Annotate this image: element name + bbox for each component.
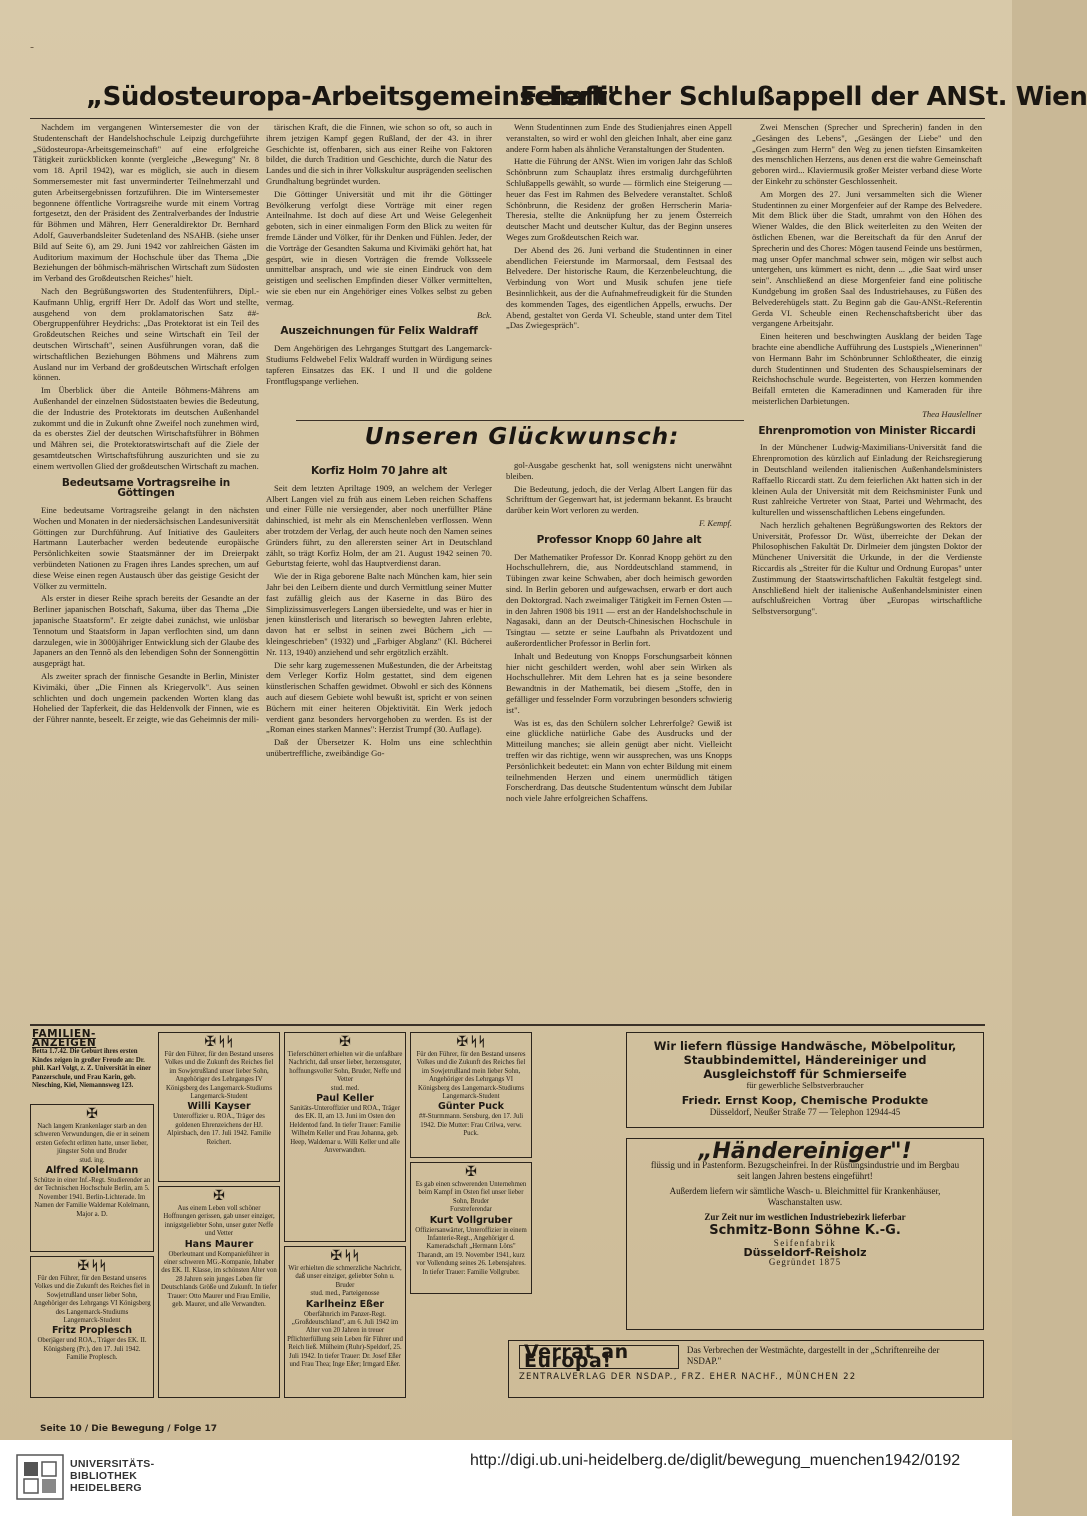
obituary-intro: Wir erhielten die schmerzliche Nachricht, daß unser einziger, geliebter Sohn u. Bruder — [288, 1265, 402, 1289]
obituary-text: ##-Sturmmann. Sensburg, den 17. Juli 1942. Die Mutter: Frau Crilwa, verw. Puck. — [418, 1113, 524, 1138]
library-name — [70, 1458, 154, 1494]
paragraph: Wie der in Riga geborene Balte nach München kam, hier sein Jahr bei den Leibern diente und durch Vermittlung seiner Mutter fast zufällig gleich aus der Kaserne in das Büro des Simplizissimusverlegers Langen übersiedelte, und was er hier in jenen künstlerisch und literarisch so bewegten Jahren erlebte, davon hat er selbst in seinen zwei Büchern „ich — kleingeschrieben" (1932) und „Farbiger Abglanz" (Kl. Bücherei Nr. 113, 1940) anziehend und sehr ergötzlich erzählt. — [266, 571, 492, 657]
rune-icon: ᛋᛋ — [218, 1035, 234, 1050]
obituary-title: Langemarck-Student — [190, 1093, 248, 1101]
handwritten-mark: - — [30, 40, 35, 54]
iron-cross-icon: ✠ — [330, 1249, 343, 1264]
obituary-title: Langemarck-Student — [63, 1317, 121, 1325]
paragraph: Der Abend des 26. Juni verband die Studentinnen in einer abendlichen Feierstunde im Marmorsaal, dem Festsaal des Belvedere. Der historische Raum, die Kerzenbeleuchtung, die Verbindung von Wort und Musik schufen jene tiefe Besinnlichkeit, aus der die Aufnahmefreudigkeit für die Stunden des kommenden Tages, des eigentlichen Appells, erwuchs. Der Abend, gestaltet von Gerda VI. Scheuble, stand unter dem Titel „Das Zwiegespräch". — [506, 244, 732, 331]
obituary-text: Unteroffizier u. ROA., Träger des goldenen Ehrenzeichens der HJ. Alpirsbach, den 17. Juli 1942. Familie Reichert. — [166, 1113, 272, 1146]
ad-haendereiniger — [626, 1138, 984, 1330]
rune-icon: ᛋᛋ — [91, 1259, 107, 1274]
obituary-name: Günter Puck — [438, 1101, 504, 1113]
signature: F. Kempf. — [698, 517, 732, 528]
paragraph: Die sehr karg zugemessenen Mußestunden, die der Arbeitstag dem Verleger Korfiz Holm gestattet, sind dem eigenen künstlerischen Schaffen gewidmet. Obwohl er sich des Könnens auch auf diesem Gebiete wohl bewußt ist, spricht er von seinen Büchern mit einer heiteren Objektivität. Ein Werk jedoch verdient ganz besonders hervorgehoben zu werden. Es ist der „Roman eines starken Mannes": Herzist Trumpf (30. Auflage). — [266, 659, 492, 735]
rune-icon: ᛋᛋ — [344, 1249, 360, 1264]
obituary-name: Hans Maurer — [184, 1238, 254, 1250]
ad-verrat — [508, 1340, 984, 1398]
library-name-line3: HEIDELBERG — [70, 1482, 142, 1494]
obituary-name: Paul Keller — [316, 1093, 374, 1105]
iron-cross-icon: ✠ — [213, 1189, 225, 1204]
headline-rule — [30, 118, 985, 119]
advertisements — [30, 1028, 986, 1420]
obituary-esser — [284, 1246, 406, 1398]
obituary-text: Sanitäts-Unteroffizier und ROA., Träger des EK. II, am 13. Juni im Osten den Heldentod fand. In tiefer Trauer: Familie Wilhelm Keller und Frau Johanna, geb. Heep, Waldemar u. Willi Keller und alle Anverwandten. — [289, 1105, 401, 1155]
obituary-intro: Für den Führer, für den Bestand unseres Volkes und die Zukunft des Reiches fiel in Sowjetrußland unser lieber Sohn, Angehöriger des Lehrgangs VI Königsberg des Langemarck-Studiums — [33, 1275, 151, 1316]
iron-cross-icon: ✠ — [204, 1035, 217, 1050]
paragraph: Einen heiteren und beschwingten Ausklang der beiden Tage brachte eine abendliche Aufführung des Lustspiels „Wienerinnen" von Hermann Bahr im Schönbrunner Schloßtheater, die einzig durch Studentinnen und Studenten des Schauspielseminars der Reichshochschule wurde. Begeisterten, von Herzen kommenden Beifall ernteten die Kameradinnen und Kameraden für ihre meisterlichen Darbietungen. — [752, 331, 982, 406]
ad-koop-city: Düsseldorf, Neußer Straße 77 — Telephon 12944-45 — [709, 1107, 901, 1118]
paragraph: Eine bedeutsame Vortragsreihe gelangt in den nächsten Wochen und Monaten in der niedersächsischen Landesuniversität Göttingen zur Durchführung. Auf Initiative des Gauleiters Hartmann Lauterbacher werden bedeutende europäische Persönlichkeiten sowie Staatsmänner der im Dreierpakt verbündeten Nationen zu Fragen ihres Landes sprechen, um auf diese Weise einen regen Austausch über das geistige Gesicht der Völker zu vermitteln. — [33, 505, 259, 591]
ad-koop-line1: Wir liefern flüssige Handwäsche, Möbelpolitur, — [653, 1039, 957, 1053]
library-name-line2: BIBLIOTHEK — [70, 1470, 138, 1482]
iron-cross-icon: ✠ — [456, 1035, 469, 1050]
paragraph: Die Göttinger Universität und mit ihr die Göttinger Bevölkerung verfolgt diese Vorträge mit einer regen Anteilnahme. Ist doch auf diese Art und Weise Gelegenheit geboten, sich in einer einmaligen Form den Blick zu weiten für fremde Länder und Völker, für ihr Denken und Fühlen. Jeder, der die Vorträge der Gesandten Sakuma und Kivimäki gehört hat, hat gespürt, wie in diesen Vorträgen die fremde Volksseele unmittelbar ansprach, und wie sie einen Eindruck von dem geistigen und seelischen Empfinden dieser Völker vermittelten, wie sie eben nur ein Angehöriger eines Volkes selbst zu geben vermag. — [266, 188, 492, 307]
paragraph: Inhalt und Bedeutung von Knopps Forschungsarbeit können hier nicht geschildert werden, wohl aber sein Wirken als Hochschullehrer. Mit dem Lehren hat es ja seine besondere Bewandtnis in der Mathematik, bei diesem „Stoffe, den in gefälliger und fesselnder Form vorzubringen besonders schwierig ist". — [506, 650, 732, 715]
obituary-intro: Nach langem Krankenlager starb an den schweren Verwundungen, die er in seinem ersten Gefecht erlitten hatte, unser lieber, jüngster Sohn und Bruder — [34, 1123, 150, 1156]
paragraph: Am Morgen des 27. Juni versammelten sich die Wiener Studentinnen zu einer Morgenfeier auf der Rampe des Belvedere. Mit dem Blick über die Stadt, umrahmt von den Höhen des Wiener Waldes, die den Blick weiterleiten zu den Weiten der östlichen Ebenen, war die Bereitschaft da für den Anruf der Sprecherin und des Chores: Mögen tausend Feinde uns bestürmen, mag unser Opfer manchmal schwer sein, mögen wir selbst auch untergehen, uns kümmert es nicht, denn ... „die Saat wird unser sein". Anschließend an diese Morgenfeier fand eine politische Kundgebung im großen Saal des Industriehauses, zu Füßen des Belvederehügels statt. Zu Beginn gab die Gau-ANSt.-Referentin Gerda VI. Scheuble einen Rechenschaftsbericht über das vergangene Arbeitsjahr. — [752, 188, 982, 329]
obituary-title: Langemarck-Student — [442, 1093, 500, 1101]
ads-rule — [30, 1024, 985, 1026]
obituary-keller — [284, 1032, 406, 1242]
paragraph: Zwei Menschen (Sprecher und Sprecherin) fanden in den „Gesängen des Lebens", „Gesängen der Liebe" und den „Gesängen zum Herrn" den Weg zu jenen tiefsten Einsamkeiten des menschlichen Herzens, aus denen erst die wahre Gemeinschaft geboren wird... Klaviermusik großer Meister verband diese Worte der Einkehr zu schönster Geschlossenheit. — [752, 122, 982, 186]
obituary-kolelmann — [30, 1104, 154, 1252]
headline-schlussappell: Feierlicher Schlußappell der ANSt. Wien — [520, 82, 1087, 112]
paragraph: Nach den Begrüßungsworten des Studentenführers, Dipl.-Kaufmann Uhlig, ergriff Herr Dr. Adolf das Wort und stellte, ausgehend von dem proklamatorischen Satz ##-Obergruppenführer Heydrichs: „Das Protektorat ist ein Teil des Großdeutschen Reiches und seine Wirtschaft ein Teil der deutschen Wirtschaft", seinen Ausführungen voran, daß die wirtschaftlichen Beziehungen Böhmens und Mährens zum Ausland nur im Verband der großdeutschen Wirtschaft erfolgen können. — [33, 285, 259, 383]
source-url-link[interactable]: http://digi.ub.uni-heidelberg.de/diglit/bewegung_muenchen1942/0192 — [470, 1452, 961, 1469]
obituary-intro: Aus einem Leben voll schöner Hoffnungen gerissen, gab unser einziger, innigstgeliebter Sohn, unser guter Neffe und Vetter — [163, 1205, 275, 1238]
paragraph: Dem Angehörigen des Lehrganges Stuttgart des Langemarck-Studiums Feldwebel Felix Waldraff wurden in Würdigung seines tapferen Einsatzes das EK. I und II und die goldene Frontflugspange verliehen. — [266, 343, 492, 386]
ad-verrat-title: Verrat an Europa! — [519, 1345, 679, 1369]
signature: Bck. — [476, 309, 492, 320]
ad-haendereiniger-sub: Seifenfabrik — [773, 1238, 837, 1249]
obituary-title: stud. med., Parteigenosse — [310, 1290, 380, 1298]
iron-cross-icon: ✠ — [465, 1165, 477, 1180]
section-heading: Bedeutsame Vortragsreihe in Göttingen — [61, 476, 231, 500]
signature: Thea Hauslellner — [922, 408, 982, 419]
obituary-name: Willi Kayser — [187, 1101, 251, 1113]
obituary-kayser — [158, 1032, 280, 1182]
section-heading: Ehrenpromotion von Minister Riccardi — [758, 424, 976, 437]
obituary-proplesch — [30, 1256, 154, 1398]
congrats-col-1 — [266, 460, 492, 1020]
article-col-3 — [506, 122, 732, 418]
obituary-text: Oberfähnrich im Panzer-Regt. „Großdeutschland", am 6. Juli 1942 im Alter von 20 Jahren in treuer Pflichterfüllung sein Leben für Führer und Reich ließ. Mülheim (Ruhr)-Speldorf, 25. Juli 1942. In tiefer Trauer: Dr. Josef Eßer und Frau Thea; Inge Eßer; Irmgard Eßer. — [287, 1310, 403, 1369]
obituary-name: Karlheinz Eßer — [305, 1298, 385, 1310]
iron-cross-icon: ✠ — [339, 1035, 351, 1050]
obituary-text: Schütze in einer Inf.-Regt. Studierender an der Technischen Hochschule Berlin, am 5. November 1941. Berlin-Lichterade. Im Namen der Familie Waldemar Kolelmann, Major a. D. — [33, 1177, 151, 1218]
family-ads-header — [30, 1028, 154, 1100]
obituary-maurer — [158, 1186, 280, 1398]
obituary-name: Fritz Proplesch — [52, 1325, 132, 1337]
paragraph: Nachdem im vergangenen Wintersemester die von der Studentenschaft der Handelshochschule Leipzig durchgeführte „Südosteuropa-Arbeitsgemeinschaft" auf eine erfolgreiche Tätigkeit zurückblicken konnte (vergleiche „Bewegung" Nr. 8 vom 18. April 1942), war es möglich, sie auch in diesem Sommersemester mit fast unverminderter Teilnehmerzahl und guten Arbeitsergebnissen fortzuführen. Die im Wintersemester begonnene öffentliche Vortragsreihe wurde mit einem Vortrag fortgesetzt, den der Präsident des Zentralverbandes der Industrie für Böhmen und Mähren, Herr Generaldirektor Dr. Bernhard Adolf, Gauverbandsleiter Sudetenland des NSAHB. (siehe unser Bild auf Seite 6), am 29. Juni 1942 vor zahlreichen Gästen im Auditorium maximum der Hochschule über das Thema „Die Beziehungen der böhmisch-mährischen Wirtschaft zum Südosten im Verband des Großdeutschen Reiches" hielt. — [33, 122, 259, 284]
section-heading: Professor Knopp 60 Jahre alt — [536, 533, 702, 546]
ad-koop-line2: Staubbindemittel, Händereiniger und — [683, 1053, 927, 1067]
paragraph: gol-Ausgabe geschenkt hat, soll wenigstens nicht unerwähnt bleiben. — [506, 460, 732, 481]
article-col-1 — [33, 122, 259, 1020]
obituary-title: stud. med. — [330, 1084, 360, 1092]
congrats-heading: Unseren Glückwunsch: — [364, 424, 680, 450]
paragraph: tärischen Kraft, die die Finnen, wie schon so oft, so auch in ihrem jetzigen Kampf gegen Rußland, der der 43. in ihrer Geschichte ist, offenbaren, sich aus einer Reihe von Faktoren bildet, die durch Tradition und Geschichte, durch die Natur des Landes und die sich in ihrer Volkskultur ausprägenden seelischen Grundhaltung begründet wurden. — [266, 122, 492, 186]
rune-icon: ᛋᛋ — [470, 1035, 486, 1050]
ad-haendereiniger-city: Düsseldorf-Reisholz — [743, 1246, 867, 1260]
ad-haendereiniger-founded: Gegründet 1875 — [768, 1256, 842, 1267]
section-heading: Korfiz Holm 70 Jahre alt — [310, 465, 448, 477]
obituary-title: Forstreferendar — [450, 1206, 492, 1214]
paragraph: Als erster in dieser Reihe sprach bereits der Gesandte an der Berliner japanischen Botschaft, Sakuma, über das Thema „Die japanische Staatsform". Er zeigte dabei zunächst, wie unlösbar Tennotum und Staatsform in Japan verflochten sind, um dann darzulegen, wie in 3000jähriger Entwicklung sich der Glaube des Japaners an den Tennō als den lebendigen Sohn der Sonnengöttin ausgeprägt hat. — [33, 593, 259, 669]
paragraph: In der Münchener Ludwig-Maximilians-Universität fand die Ehrenpromotion des kürzlich auf Einladung der Reichsregierung in Deutschland weilenden italienischen Außenhandelsministers Raffaello Riccardi statt. Zu dem feierlichen Akt hatten sich in der kleinen Aula der Universität mit dem Reichsminister Funk und Rust zahlreiche Vertreter von Staat, Partei und Wehrmacht, des kulturellen und wissenschaftlichen Lebens eingefunden. — [752, 442, 982, 518]
obituary-text: Offiziersanwärter, Unteroffizier in einem Infanterie-Regt., Angehöriger d. Kameradschaft „Hermann Löns" Tharandt, am 19. November 1941, kurz vor Vollendung seines 26. Lebensjahres. In tiefer Trauer: Familie Vollgruber. — [415, 1226, 527, 1276]
ad-haendereiniger-line3: Zur Zeit nur im westlichen Industriebezirk lieferbar — [704, 1212, 906, 1223]
obituary-title: stud. ing. — [79, 1156, 105, 1164]
iron-cross-icon: ✠ — [86, 1107, 98, 1122]
birth-announcement: Betta 1.7.42. Die Geburt ihres ersten Kindes zeigen in großer Freude an: Dr. phil. Karl Volgt, z. Z. Universität in einer Panzerschule, und Frau Karin, geb. Niesching, Kiel, Niemannsweg 123. — [32, 1048, 152, 1090]
ad-verrat-text: Das Verbrechen der Westmächte, dargestellt in der „Schriftenreihe der NSDAP." — [686, 1345, 940, 1366]
ad-koop-line3: Ausgleichstoff für Schmierseife — [703, 1067, 907, 1081]
obituary-text: Oberjäger und ROA., Träger des EK. II. Königsberg (Pr.), den 17. Juli 1942. Familie Proplesch. — [37, 1337, 147, 1362]
paragraph: Hatte die Führung der ANSt. Wien im vorigen Jahr das Schloß Schönbrunn zum Schauplatz ihres erstmalig durchgeführten Schlußappells gewählt, so wurde — förmlich eine Steigerung — heuer das Fest im Rahmen des Belvedere veranstaltet. Schloß Schönbrunn, die Residenz der großen Herrscherin Maria-Theresia, stellte die Anknüpfung her zu jenem Österreich deutscher Macht und deutscher Kultur, das der Beginn unseres Weges zum Großdeutschen Reich war. — [506, 156, 732, 242]
paragraph: Als zweiter sprach der finnische Gesandte in Berlin, Minister Kivimäki, über „Die Finnen als Kriegervolk". Aus seinen schlichten und doch ungemein packenden Worten klang das Hohelied der Tapferkeit, die das Heldenvolk der Finnen, wie es der Führer nannte, beseelt. Er zeigte, wie das Geheimnis der mili- — [33, 671, 259, 725]
paragraph: Was ist es, das den Schülern solcher Lehrerfolge? Gewiß ist eine glückliche natürliche Gabe des Ausdrucks und der Mitteilung manches; sie allein genügt aber nicht. Vielleicht treffen wir das richtige, wenn wir aussprechen, was uns Knopps Persönlichkeit bedeutet: ein Mann von echter Bildung mit einem teilnehmenden Herzen und einem unermüdlich tätigen Forscherdrang. Das deutsche Studententum wünscht dem Jubilar noch viele Jahre erfolgreichen Schaffens. — [506, 717, 732, 804]
paragraph: Nach herzlich gehaltenen Begrüßungsworten des Rektors der Universität, Professor Dr. Wüst, überreichte der Dekan der Philosophischen Fakultät Dr. Dirlmeier dem jüngsten Doktor der Münchener Universität die Urkunde, in der die Verdienste Riccardis als „Streiter für die Kultur und Ordnung Europas" unter Zustimmung der Staatswirtschaftlichen Fakultät festgelegt sind. Anschließend hielt der italienische Außenhandelsminister einen aufschlußreichen Vortrag über „Europas wirtschaftliche Selbstversorgung". — [752, 519, 982, 617]
ad-haendereiniger-line2: Außerdem liefern wir sämtliche Wasch- u. Bleichmittel für Krankenhäuser, Waschanstalten usw. — [669, 1186, 941, 1208]
obituary-intro: Für den Führer, für den Bestand unseres Volkes und die Zukunft des Reiches fiel im Sowjetrußland unser lieber Sohn, Angehöriger des Lehrganges IV Königsberg des Langemarck-Studiums — [164, 1051, 274, 1092]
paragraph: Der Mathematiker Professor Dr. Konrad Knopp gehört zu den Hochschullehrern, die, aus Norddeutschland stammend, in Tübingen zwar keine Schwaben, aber doch heimisch geworden sind. In Berlin geboren und aufgewachsen, erwarb er dort auch den Doktorgrad. Nach zweimaliger Tätigkeit im Fernen Osten — in den Jahren 1908 bis 1911 — erst an der Handelshochschule in Nagasaki, dann an der Deutsch-Chinesischen Hochschule in Tsingtau — setzte er seine Laufbahn als Privatdozent und außerordentlicher Professor in Berlin fort. — [506, 551, 732, 648]
obituary-intro: Tieferschüttert erhielten wir die unfaßbare Nachricht, daß unser lieber, herzensguter, hoffnungsvoller Sohn, Bruder, Neffe und Vetter — [287, 1051, 403, 1084]
paragraph: Seit dem letzten Apriltage 1909, an welchem der Verleger Albert Langen viel zu früh aus einem Leben reichen Schaffens und einer Fülle nie versiegender, aber noch unerfüllter Pläne dahinschied, ist mehr als ein Menschenleben verflossen. Wenn aber trotzdem der Verlag, der auch heute noch den Namen seines Gründers führt, zu den allerersten seiner Art in Deutschland zählt, so trägt Korfiz Holm, der am 21. August 1942 seinen 70. Geburtstag feierte, wohl das Hauptverdienst daran. — [266, 482, 492, 569]
ad-koop-company: Friedr. Ernst Koop, Chemische Produkte — [681, 1094, 929, 1108]
article-col-2 — [266, 122, 492, 418]
paragraph: Daß der Übersetzer K. Holm uns eine schlechthin unübertreffliche, zweibändige Go- — [266, 737, 492, 758]
iron-cross-icon: ✠ — [77, 1259, 90, 1274]
section-heading: Auszeichnungen für Felix Waldraff — [280, 325, 478, 338]
obituary-name: Alfred Kolelmann — [45, 1165, 139, 1177]
obituary-puck — [410, 1032, 532, 1158]
obituary-intro: Es gab einen schwerenden Unternehmen beim Kampf im Osten fiel unser lieber Sohn, Bruder — [415, 1181, 527, 1205]
paragraph: Wenn Studentinnen zum Ende des Studienjahres einen Appell veranstalten, so wird er wohl den gleichen Inhalt, aber eine ganz andere Form haben als ähnliche Veranstaltungen der Studenten. — [506, 122, 732, 154]
page-folio: Seite 10 / Die Bewegung / Folge 17 — [40, 1424, 217, 1434]
library-name-line1: UNIVERSITÄTS- — [70, 1458, 155, 1470]
library-logo[interactable] — [16, 1452, 186, 1504]
obituary-name: Kurt Vollgruber — [429, 1214, 513, 1226]
congrats-col-2 — [506, 460, 732, 1020]
family-ads-heading: FAMILIEN-ANZEIGEN — [32, 1028, 97, 1050]
article-col-4 — [752, 122, 982, 1020]
obituary-text: Oberleutnant und Kompanieführer in einer schweren MG.-Kompanie, Inhaber des EK. II. Klasse, im schönsten Alter von 28 Jahren sein junges Leben für Deutschlands Größe und Zukunft. In tiefer Trauer: Otto Maurer und Frau Emilie, geb. Maurer, und alle Verwandten. — [161, 1250, 277, 1309]
paragraph: Die Bedeutung, jedoch, die der Verlag Albert Langen für das Schrifttum der Gegenwart hat, ist jedermann bekannt. Es braucht darüber kein Wort verloren zu werden. — [506, 483, 732, 516]
ad-haendereiniger-title: „Händereiniger"! — [698, 1139, 912, 1164]
paragraph: Im Überblick über die Anteile Böhmens-Mährens am Außenhandel der einzelnen Südoststaaten bewies die Bedeutung, die der Industrie des Protektorats im deutschen Außenhandel zukommt und die in Zukunft ohne Zweifel noch zunehmen wird, da es oberstes Ziel der deutschen Wirtschaftsführer in Böhmen und Mähren sei, die Protektoratswirtschaft auf die Ziele der gesamtdeutschen Wirtschaftsführung auszurichten und sie zu einem wertvollen Glied der großdeutschen Wirtschaft zu machen. — [33, 385, 259, 471]
obituary-vollgruber — [410, 1162, 532, 1294]
library-seal-icon — [16, 1454, 64, 1500]
obituary-intro: Für den Führer, für den Bestand unseres Volkes und die Zukunft des Reiches fiel im Sowjetrußland mein lieber Sohn, Angehöriger des Lehrgangs VI Königsberg des Langemarck-Studiums — [416, 1051, 526, 1092]
ad-koop-line4: für gewerbliche Selbstverbraucher — [746, 1080, 864, 1090]
ad-haendereiniger-company: Schmitz-Bonn Söhne K.-G. — [709, 1223, 901, 1239]
congrats-rule — [296, 420, 744, 421]
ad-verrat-publisher: ZENTRALVERLAG DER NSDAP., FRZ. EHER NACHF., MÜNCHEN 22 — [519, 1372, 857, 1383]
ad-haendereiniger-line1: flüssig und in Pastenform. Bezugscheinfrei. In der Rüstungsindustrie und im Bergbau seit langen Jahren bestens eingeführt! — [650, 1160, 960, 1182]
ad-koop — [626, 1032, 984, 1128]
headline-suedosteuropa: „Südosteuropa-Arbeitsgemeinschaft" — [86, 82, 621, 112]
